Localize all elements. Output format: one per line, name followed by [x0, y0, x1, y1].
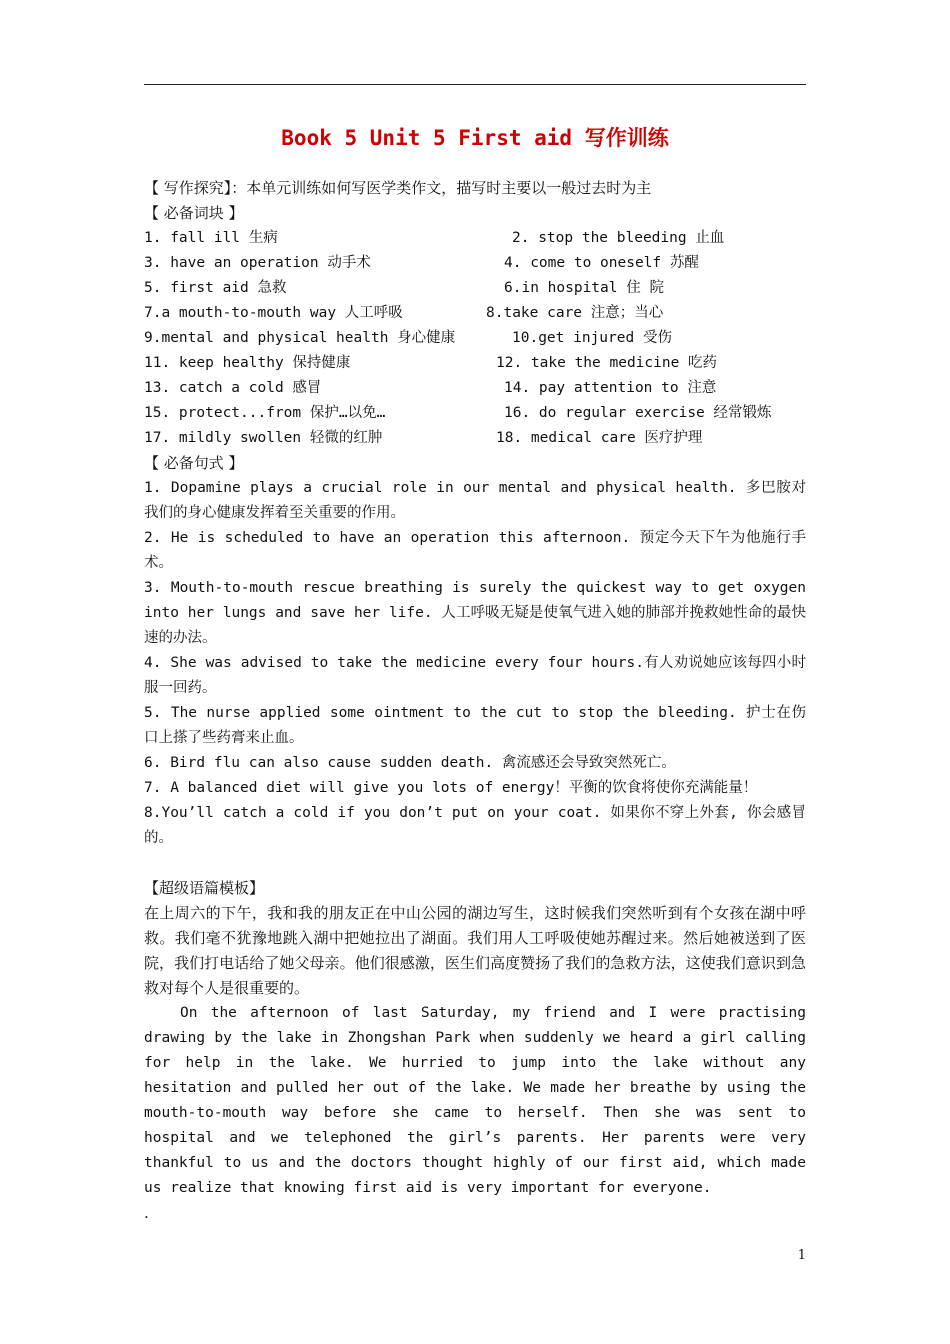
vocab-item: 13. catch a cold 感冒	[144, 380, 322, 396]
page-number: 1	[797, 1248, 806, 1263]
vocab-row	[144, 376, 806, 401]
vocab-item: 8.take care 注意；当心	[486, 305, 664, 321]
document-body	[144, 176, 806, 1226]
vocab-row	[144, 301, 806, 326]
intro-line: 【 写作探究】：本单元训练如何写医学类作文，描写时主要以一般过去时为主	[144, 179, 652, 197]
vocab-row	[144, 251, 806, 276]
header-rule	[144, 84, 806, 85]
sentence-item: 5. The nurse applied some ointment to the cut to stop the bleeding. 护士在伤口上搽了些药膏来止血。	[144, 705, 806, 746]
sentence-item: 8.You’ll catch a cold if you don’t put on your coat. 如果你不穿上外套, 你会感冒的。	[144, 805, 806, 846]
sentence-list	[144, 476, 806, 851]
vocab-item: 11. keep healthy 保持健康	[144, 355, 351, 371]
vocab-item: 14. pay attention to 注意	[504, 380, 717, 396]
vocab-item: 16. do regular exercise 经常锻炼	[504, 405, 772, 421]
vocab-row	[144, 351, 806, 376]
vocab-item: 18. medical care 医疗护理	[496, 430, 703, 446]
vocab-item: 7.a mouth-to-mouth way 人工呼吸	[144, 305, 403, 321]
template-heading: 【超级语篇模板】	[144, 879, 265, 897]
template-english-paragraph: On the afternoon of last Saturday, my friend and I were practising drawing by the lake in Zhongshan Park when suddenly we heard a girl calling for help in the lake. We hurried to jump into the lake without any hesitation and pulled her out of the lake. We made her breathe by using the mouth-to-mouth way before she came to herself. Then she was sent to hospital and we telephoned the girl’s parents. Her parents were very thankful to us and the doctors thought highly of our first aid, which made us realize that knowing first aid is very important for everyone.	[144, 1005, 806, 1196]
sentence-item: 1. Dopamine plays a crucial role in our mental and physical health. 多巴胺对我们的身心健康发挥着至关重要的作用。	[144, 480, 806, 521]
sentence-item: 2. He is scheduled to have an operation this afternoon. 预定今天下午为他施行手术。	[144, 530, 806, 571]
sentence-item: 3. Mouth-to-mouth rescue breathing is surely the quickest way to get oxygen into her lungs and save her life. 人工呼吸无疑是使氧气进入她的肺部并挽救她性命的最快速的办法。	[144, 580, 806, 646]
vocab-row	[144, 326, 806, 351]
sentence-item: 4. She was advised to take the medicine every four hours.有人劝说她应该每四小时服一回药。	[144, 655, 806, 696]
vocab-item: 2. stop the bleeding 止血	[512, 230, 725, 246]
trailing-dot: .	[144, 1204, 149, 1222]
vocab-list	[144, 226, 806, 451]
vocab-row	[144, 226, 806, 251]
template-chinese-paragraph: 在上周六的下午，我和我的朋友正在中山公园的湖边写生，这时候我们突然听到有个女孩在湖中呼救。我们毫不犹豫地跳入湖中把她拉出了湖面。我们用人工呼吸使她苏醒过来。然后她被送到了医院，我们打电话给了她父母亲。他们很感激，医生们高度赞扬了我们的急救方法，这使我们意识到急救对每个人是很重要的。	[144, 904, 806, 997]
vocab-item: 6.in hospital 住 院	[504, 280, 664, 296]
sentence-item: 6. Bird flu can also cause sudden death. 禽流感还会导致突然死亡。	[144, 755, 676, 771]
page-title: Book 5 Unit 5 First aid 写作训练	[281, 126, 669, 150]
vocab-row	[144, 401, 806, 426]
vocab-item: 5. first aid 急救	[144, 280, 287, 296]
vocab-item: 15. protect...from 保护…以免…	[144, 405, 386, 421]
vocab-item: 4. come to oneself 苏醒	[504, 255, 699, 271]
vocab-item: 1. fall ill 生病	[144, 230, 278, 246]
vocab-row	[144, 276, 806, 301]
vocab-row	[144, 426, 806, 451]
sentences-heading: 【 必备句式 】	[144, 454, 244, 472]
vocab-item: 10.get injured 受伤	[512, 330, 672, 346]
sentence-item: 7. A balanced diet will give you lots of energy！平衡的饮食将使你充满能量！	[144, 780, 758, 796]
vocab-item: 9.mental and physical health 身心健康	[144, 330, 456, 346]
spacer	[144, 851, 806, 876]
vocab-item: 17. mildly swollen 轻微的红肿	[144, 430, 383, 446]
vocab-heading: 【 必备词块 】	[144, 204, 244, 222]
vocab-item: 12. take the medicine 吃药	[496, 355, 718, 371]
vocab-item: 3. have an operation 动手术	[144, 255, 371, 271]
